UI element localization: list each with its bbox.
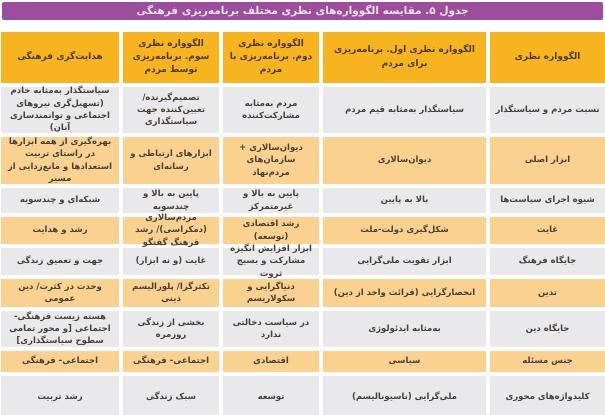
column-header-4: هدایت‌گری فرهنگی <box>1 32 119 83</box>
data-cell-0-1: سیاستگذار به‌مثابه قیم مردم <box>323 87 486 133</box>
data-cell-4-3: غایت (و نه ابزار) <box>123 248 219 275</box>
data-cell-1-2: دیوان‌سالاری + سازمان‌های مردم‌نهاد <box>223 137 319 184</box>
data-cell-8-4: رشد تربیت <box>1 376 119 415</box>
column-header-0: الگوواره نظری <box>490 32 605 83</box>
data-cell-6-2: در سیاست دخالتی ندارد <box>223 311 319 347</box>
data-cell-4-4: جهت و تعمیق زندگی <box>1 248 119 275</box>
data-cell-7-2: اقتصادی <box>223 351 319 372</box>
row-label-cell-3: غایت <box>490 217 605 244</box>
data-cell-6-3: بخشی از زندگی روزمره <box>123 311 219 347</box>
data-cell-8-3: سبک زندگی <box>123 376 219 415</box>
data-cell-5-4: وحدت در کثرت/ دین عمومی <box>1 279 119 307</box>
data-cell-5-3: تکثرگرا/ پلورالیسم دینی <box>123 279 219 307</box>
table-title: جدول ۵. مقایسه الگوواره‌های نظری مختلف برنامه‌ریزی فرهنگی <box>136 5 469 17</box>
data-cell-3-4: رشد و هدایت <box>1 217 119 244</box>
data-cell-8-2: توسعه <box>223 376 319 415</box>
table-title-bar <box>2 2 603 20</box>
row-label-cell-1: ابزار اصلی <box>490 137 605 184</box>
data-cell-3-3: مردم‌سالاری (دمکراسی)/ رشد فرهنگ گفتگو <box>123 217 219 244</box>
data-cell-4-1: ابزار تقویت ملی‌گرایی <box>323 248 486 275</box>
row-label-cell-6: جایگاه دین <box>490 311 605 347</box>
data-cell-5-2: دنیاگرایی و سکولاریسم <box>223 279 319 307</box>
data-cell-2-4: شبکه‌ای و چندسویه <box>1 188 119 213</box>
data-cell-7-1: سیاسی <box>323 351 486 372</box>
data-cell-3-2: رشد اقتصادی (توسعه) <box>223 217 319 244</box>
data-cell-7-3: اجتماعی- فرهنگی <box>123 351 219 372</box>
data-cell-5-1: انحصارگرایی (قرائت واحد از دین) <box>323 279 486 307</box>
row-label-cell-7: جنس مسئله <box>490 351 605 372</box>
column-header-2: الگوواره نظری دوم. برنامه‌ریزی با مردم <box>223 32 319 83</box>
row-label-cell-8: کلیدواژه‌های محوری <box>490 376 605 415</box>
data-cell-2-1: بالا به پایین <box>323 188 486 213</box>
row-label-cell-2: شیوه اجرای سیاست‌ها <box>490 188 605 213</box>
data-cell-0-2: مردم به‌مثابه مشارکت‌کننده <box>223 87 319 133</box>
row-label-cell-4: جایگاه فرهنگ <box>490 248 605 275</box>
row-label-cell-5: تدین <box>490 279 605 307</box>
data-cell-1-3: ابزارهای ارتباطی و رسانه‌ای <box>123 137 219 184</box>
comparison-table <box>0 32 605 415</box>
data-cell-0-4: سیاستگذار به‌مثابه خادم (تسهیل‌گری نیروهای اجتماعی و توانمندسازی آنان) <box>1 87 119 133</box>
data-cell-1-1: دیوان‌سالاری <box>323 137 486 184</box>
data-cell-4-2: ابزار افزایش انگیزه مشارکت و بسیج ثروت <box>223 248 319 275</box>
data-cell-1-4: بهره‌گیری از همه ابزارها در راستای تربیت استعدادها و مانع‌زدایی از مسیر <box>1 137 119 184</box>
data-cell-0-3: تصمیم‌گیرنده/ تعیین‌کننده جهت سیاستگذاری <box>123 87 219 133</box>
row-label-cell-0: نسبت مردم و سیاستگذار <box>490 87 605 133</box>
data-cell-3-1: شکل‌گیری دولت-ملت <box>323 217 486 244</box>
data-cell-8-1: ملی‌گرایی (ناسیونالیسم) <box>323 376 486 415</box>
data-cell-6-4: هسته زیست فرهنگی- اجتماعی [و محور تمامی سطوح سیاستگذاری] <box>1 311 119 347</box>
data-cell-2-2: پایین به بالا و غیرمتمرکز <box>223 188 319 213</box>
data-cell-2-3: پایین به بالا و چندسویه <box>123 188 219 213</box>
data-cell-6-1: به‌مثابه ایدئولوژی <box>323 311 486 347</box>
column-header-3: الگوواره نظری سوم. برنامه‌ریزی توسط مردم <box>123 32 219 83</box>
column-header-1: الگوواره نظری اول. برنامه‌ریزی برای مردم <box>323 32 486 83</box>
data-cell-7-4: اجتماعی- فرهنگی <box>1 351 119 372</box>
